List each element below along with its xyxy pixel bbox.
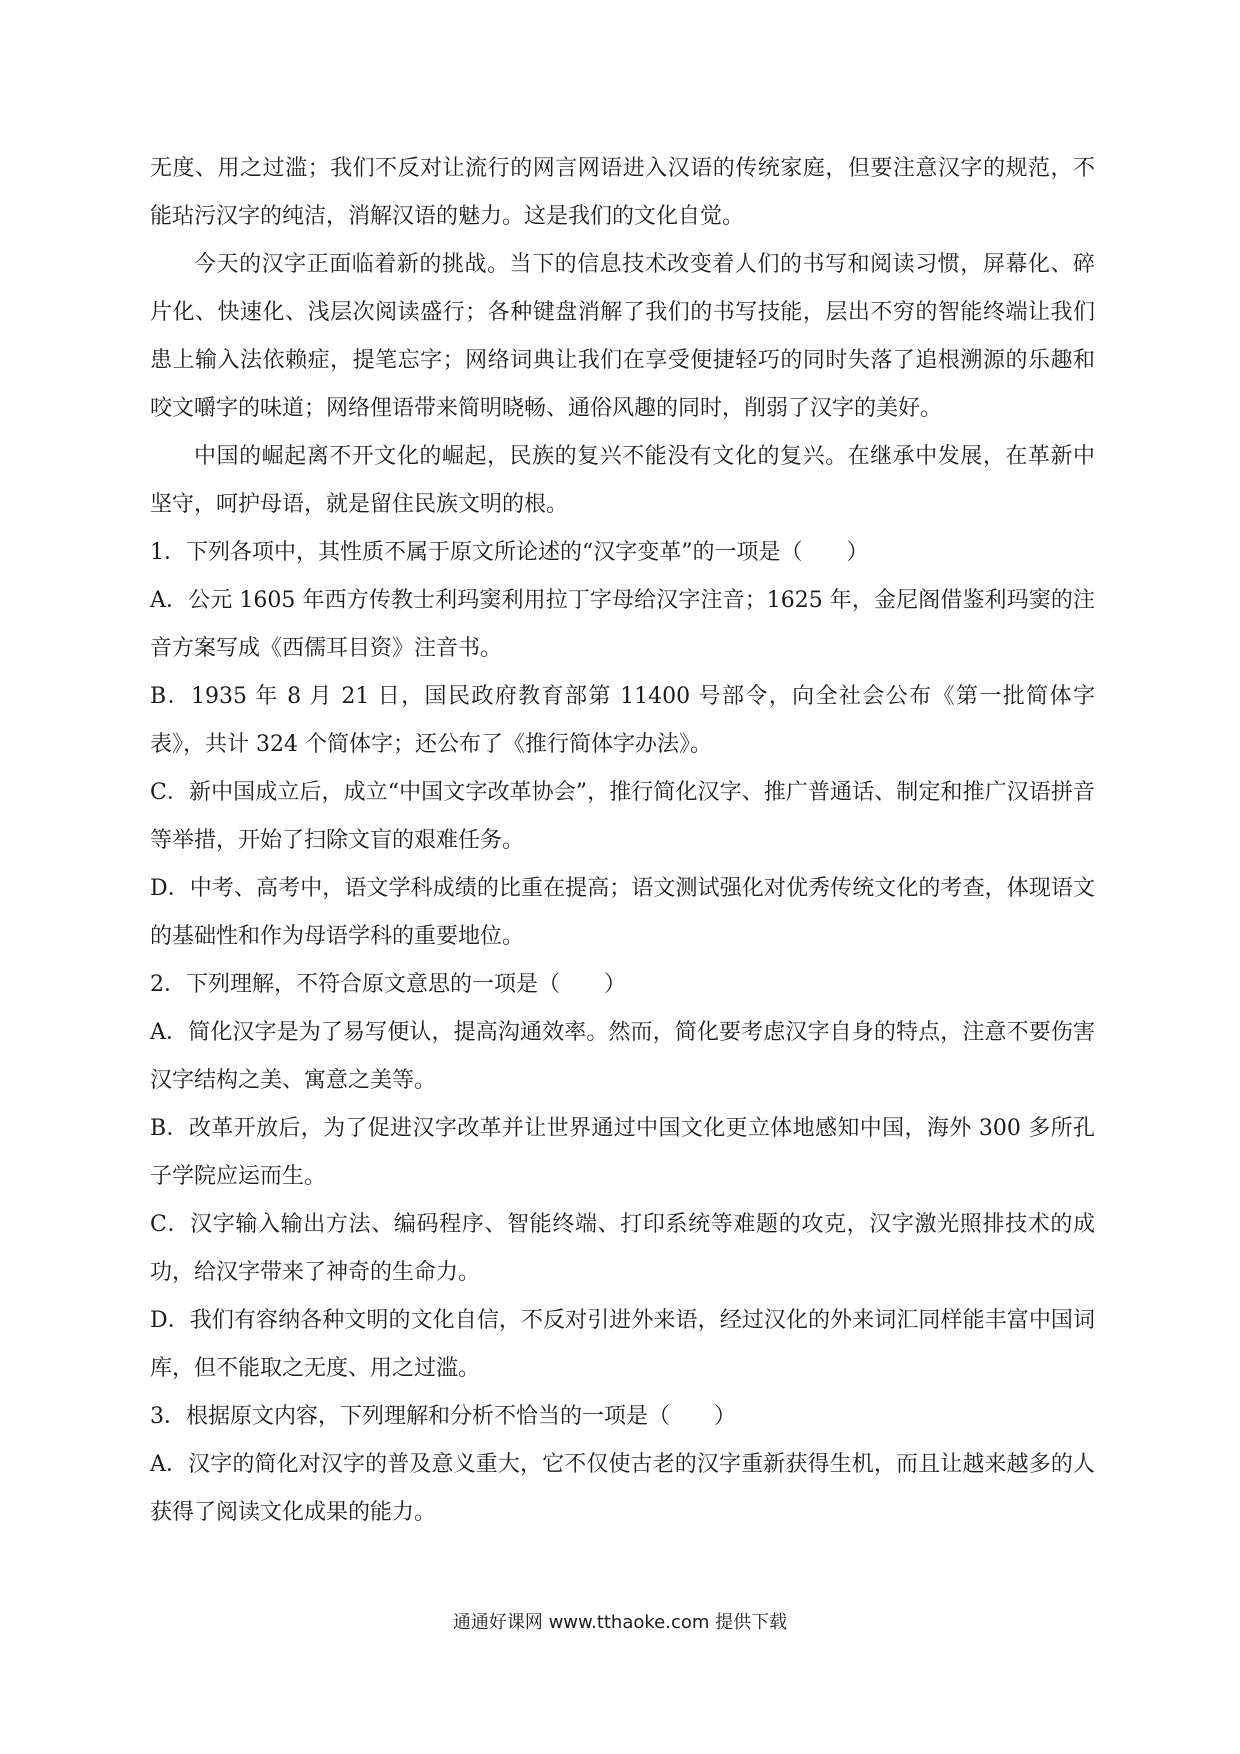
- page-footer: 通通好课网 www.tthaoke.com 提供下载: [452, 1612, 788, 1633]
- option-b: B．1935 年 8 月 21 日，国民政府教育部第 11400 号部令，向全社会公布《第一批简体字表》，共计 324 个简体字；还公布了《推行简体字办法》。: [150, 684, 1095, 757]
- option-a: A．公元 1605 年西方传教士利玛窦利用拉丁字母给汉字注音；1625 年，金尼阁借鉴利玛窦的注音方案写成《西儒耳目资》注音书。: [150, 588, 1095, 661]
- question-3: [150, 1393, 1095, 1537]
- option-a: A．简化汉字是为了易写便认，提高沟通效率。然而，简化要考虑汉字自身的特点，注意不要伤害汉字结构之美、寓意之美等。: [150, 1020, 1095, 1093]
- option-c: C．汉字输入输出方法、编码程序、智能终端、打印系统等难题的攻克，汉字激光照排技术的成功，给汉字带来了神奇的生命力。: [150, 1212, 1095, 1285]
- question-2: [150, 961, 1095, 1393]
- paragraph: 今天的汉字正面临着新的挑战。当下的信息技术改变着人们的书写和阅读习惯，屏幕化、碎片化、快速化、浅层次阅读盛行；各种键盘消解了我们的书写技能，层出不穷的智能终端让我们患上输入法依赖症，提笔忘字；网络词典让我们在享受便捷轻巧的同时失落了追根溯源的乐趣和咬文嚼字的味道；网络俚语带来简明晓畅、通俗风趣的同时，削弱了汉字的美好。: [150, 252, 1095, 421]
- question-stem: 2．下列理解，不符合原文意思的一项是（ ）: [150, 972, 626, 997]
- document-body: [150, 145, 1095, 1537]
- option-d: D．我们有容纳各种文明的文化自信，不反对引进外来语，经过汉化的外来词汇同样能丰富中国词库，但不能取之无度、用之过滥。: [150, 1308, 1095, 1381]
- question-1: [150, 529, 1095, 961]
- option-c: C．新中国成立后，成立“中国文字改革协会”，推行简化汉字、推广普通话、制定和推广汉语拼音等举措，开始了扫除文盲的艰难任务。: [150, 780, 1095, 853]
- question-stem: 3．根据原文内容，下列理解和分析不恰当的一项是（ ）: [150, 1404, 736, 1429]
- question-stem: 1．下列各项中，其性质不属于原文所论述的“汉字变革”的一项是（ ）: [150, 540, 869, 565]
- option-d: D．中考、高考中，语文学科成绩的比重在提高；语文测试强化对优秀传统文化的考查，体现语文的基础性和作为母语学科的重要地位。: [150, 876, 1095, 949]
- option-b: B．改革开放后，为了促进汉字改革并让世界通过中国文化更立体地感知中国，海外 300 多所孔子学院应运而生。: [150, 1116, 1095, 1189]
- paragraph: 中国的崛起离不开文化的崛起，民族的复兴不能没有文化的复兴。在继承中发展，在革新中坚守，呵护母语，就是留住民族文明的根。: [150, 444, 1095, 517]
- paragraph: 无度、用之过滥；我们不反对让流行的网言网语进入汉语的传统家庭，但要注意汉字的规范，不能玷污汉字的纯洁，消解汉语的魅力。这是我们的文化自觉。: [150, 156, 1095, 229]
- option-a: A．汉字的简化对汉字的普及意义重大，它不仅使古老的汉字重新获得生机，而且让越来越多的人获得了阅读文化成果的能力。: [150, 1452, 1095, 1525]
